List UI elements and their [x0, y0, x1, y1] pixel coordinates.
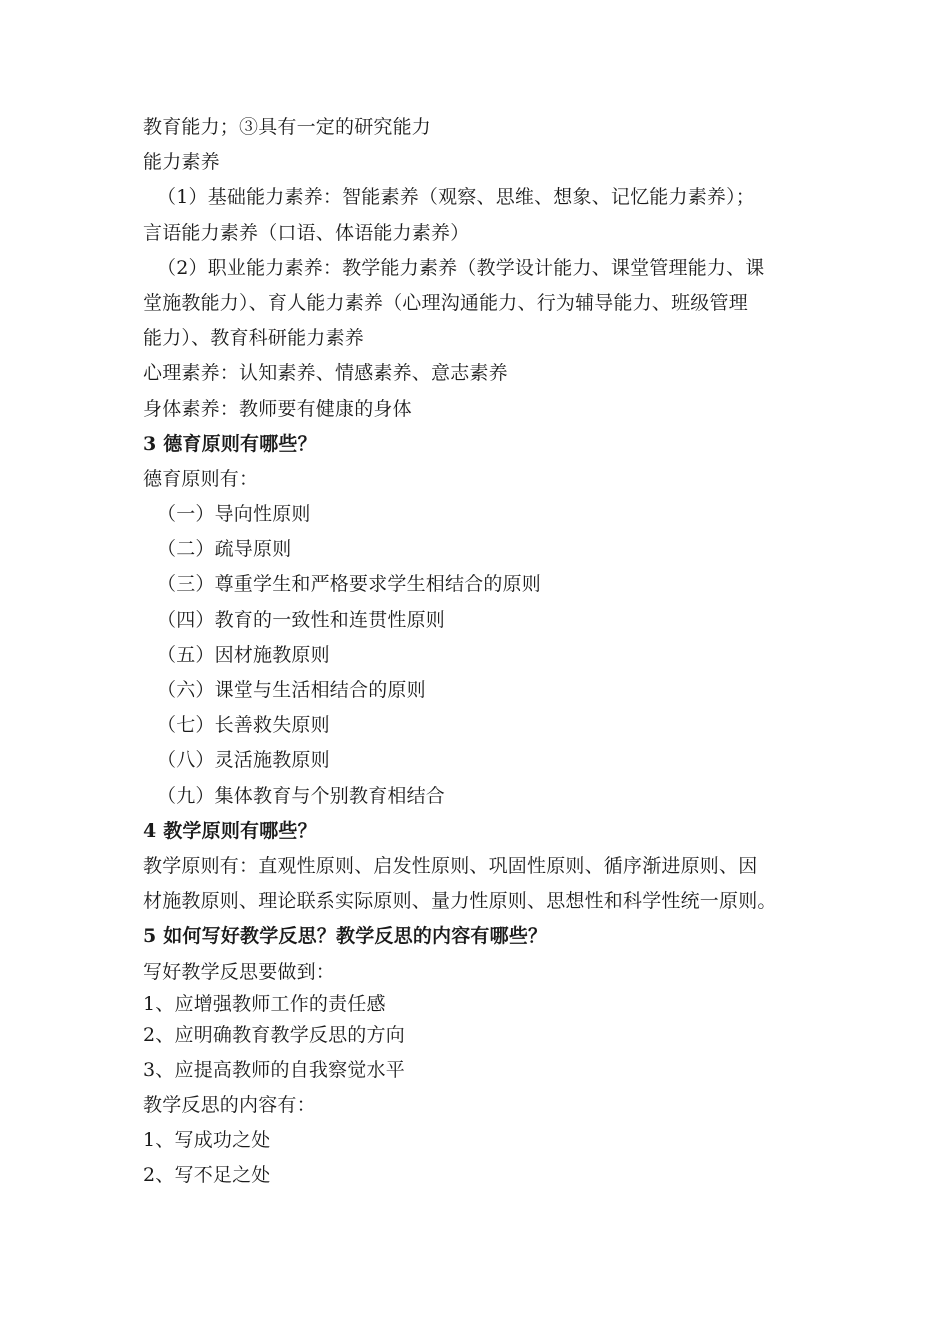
text-line: 德育原则有： [143, 467, 259, 490]
text-line: 写好教学反思要做到： [143, 960, 336, 983]
text-line: 心理素养：认知素养、情感素养、意志素养 [143, 362, 508, 385]
text-line: 堂施教能力）、育人能力素养（心理沟通能力、行为辅导能力、班级管理 [143, 291, 748, 314]
text-line: 身体素养：教师要有健康的身体 [143, 397, 412, 420]
section-label-ability: 能力素养 [143, 151, 220, 174]
text-line: 教学原则有：直观性原则、启发性原则、巩固性原则、循序渐进原则、因 [143, 854, 758, 877]
text-line: （2）职业能力素养：教学能力素养（教学设计能力、课堂管理能力、课 [157, 256, 765, 279]
document-body [143, 110, 823, 1194]
list-item: 2、写不足之处 [143, 1164, 271, 1187]
text-line: 言语能力素养（口语、体语能力素养） [143, 221, 470, 244]
text-line: 材施教原则、理论联系实际原则、量力性原则、思想性和科学性统一原则。 [143, 890, 777, 913]
list-item: 1、应增强教师工作的责任感 [143, 992, 386, 1015]
list-item: 3、应提高教师的自我察觉水平 [143, 1058, 405, 1081]
list-item: 1、写成功之处 [143, 1129, 271, 1152]
list-item: （四）教育的一致性和连贯性原则 [157, 608, 446, 631]
text-line: 能力）、教育科研能力素养 [143, 327, 364, 350]
list-item: （八）灵活施教原则 [157, 749, 330, 772]
text-line: 教育能力；③具有一定的研究能力 [143, 116, 432, 138]
text-line: 教学反思的内容有： [143, 1094, 316, 1117]
list-item: （六）课堂与生活相结合的原则 [157, 679, 426, 701]
list-item: （九）集体教育与个别教育相结合 [157, 784, 446, 807]
question-heading-3: 3 德育原则有哪些？ [143, 432, 317, 455]
list-item: （一）导向性原则 [157, 503, 311, 526]
list-item: （五）因材施教原则 [157, 643, 330, 666]
list-item: （三）尊重学生和严格要求学生相结合的原则 [157, 573, 542, 596]
text-line: （1）基础能力素养：智能素养（观察、思维、想象、记忆能力素养）； [157, 186, 755, 209]
list-item: （二）疏导原则 [157, 538, 292, 561]
list-item: 2、应明确教育教学反思的方向 [143, 1023, 405, 1046]
list-item: （七）长善救失原则 [157, 714, 330, 737]
question-heading-4: 4 教学原则有哪些？ [143, 819, 317, 842]
question-heading-5: 5 如何写好教学反思？教学反思的内容有哪些？ [143, 925, 548, 948]
